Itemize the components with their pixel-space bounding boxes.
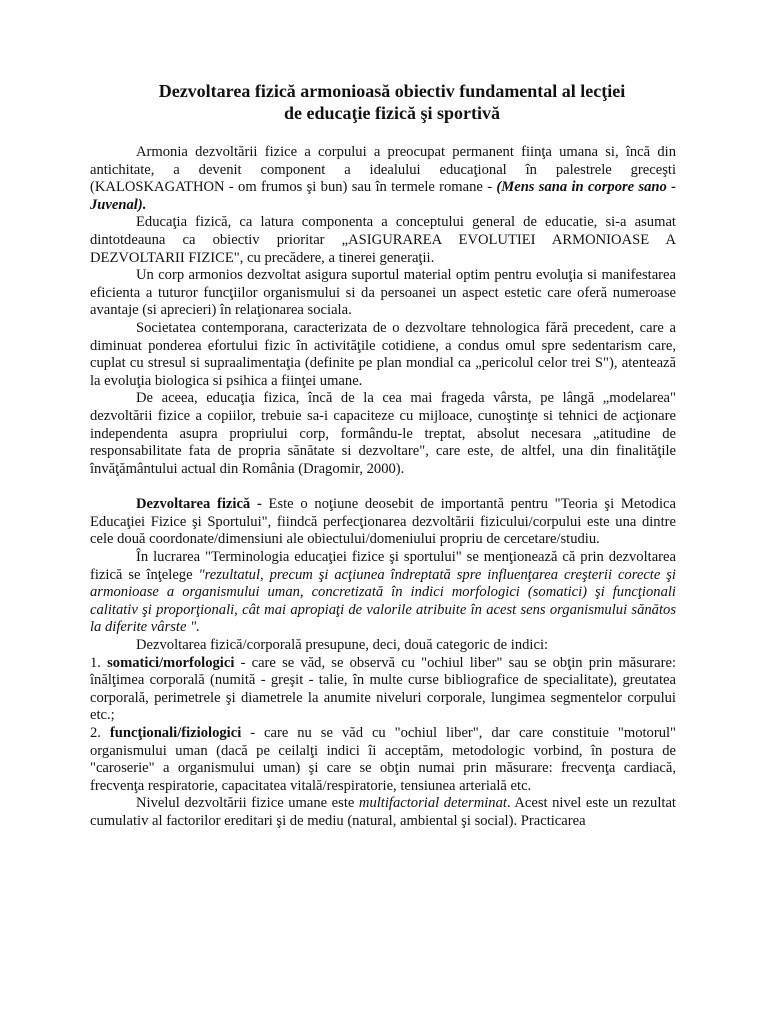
list-item-2 (90, 725, 676, 795)
paragraph-7-definition: "rezultatul, precum şi acţiunea îndreptată spre influenţarea creşterii corecte şi armonioase a organismului uman, concretizată în indici morfologici (somatici) şi funcţionali calitativ şi proporţionali, cât mai apropiaţi de valorile atribuite în acest sens organismului sănătos la diferite vârste ". (90, 566, 676, 636)
paragraph-11 (90, 795, 676, 830)
paragraph-6-text: Este o noţiune deosebit de importantă pentru "Teoria şi Metodica Educaţiei Fizice şi Sportului", fiindcă perfecţionarea dezvoltării fizicului/corpului este una dintre cele două coordonate/dimensiuni ale obiectului/domeniului propriu de cercetare/studiu. (90, 496, 676, 548)
paragraph-7-text: În lucrarea "Terminologia educaţiei fizice şi sportului" se menţionează că prin dezvoltarea fizică se înţelege (90, 549, 676, 583)
paragraph-7 (90, 549, 676, 637)
paragraph-8: Dezvoltarea fizică/corporală presupune, deci, două categoric de indici: (136, 637, 549, 654)
paragraph-3: Un corp armonios dezvoltat asigura suportul material optim pentru evoluţia si manifestarea eficienta a tuturor funcţiilor organismului si da persoanei un aspect estetic care oferă numeroase avantaje (si aprecieri) în relaţionarea sociala. (90, 267, 676, 319)
paragraph-1-quote: (Mens sana in corpore sano - Juvenal). (90, 179, 676, 213)
document-page (90, 80, 676, 831)
paragraph-6 (90, 496, 676, 549)
list-item-2-term: funcţionali/fiziologici (109, 725, 242, 741)
title-line-1: Dezvoltarea fizică armonioasă obiectiv fundamental al lecţiei (158, 81, 626, 101)
list-item-1-term: somatici/morfologici (107, 654, 235, 671)
paragraph-1-text: Armonia dezvoltării fizice a corpului a preocupat permanent fiinţa umana si, încă din antichitate, a devenit component a idealului educaţional în palestrele greceşti (KALOSKAGATHON - om frumos şi bun) sau în termele romane - (90, 144, 676, 196)
title-line-2: de educaţie fizică şi sportivă (284, 103, 500, 123)
list-item-1-number: 1. (90, 654, 108, 671)
list-item-2-number: 2. (90, 725, 110, 741)
paragraph-6-term: Dezvoltarea fizică - (136, 496, 262, 513)
paragraph-11-text-end: . Acest nivel este un rezultat cumulativ al factorilor ereditari şi de mediu (natural, ambiental şi social). Practicarea (90, 795, 676, 829)
document-title (90, 80, 676, 124)
paragraph-5: De aceea, educaţia fizica, încă de la cea mai frageda vârsta, pe lângă „modelarea" dezvoltării fizice a copiilor, trebuie sa-i capaciteze cu mijloace, cunoştinţe si tehnici de acţionare independenta asupra propriului corp, formându-le treptat, absolut necesara „atitudine de responsabilitate fata de propria sănătate si dezvoltare", care este, de altfel, una din finalităţile învăţământului actual din România (Dragomir, 2000). (90, 390, 676, 477)
paragraph-4: Societatea contemporana, caracterizata de o dezvoltare tehnologica fără precedent, care a diminuat ponderea efortului fizic în activităţile cotidiene, a condus omul spre sedentarism care, cuplat cu stresul si supraalimentaţia (definite pe plan mondial ca „pericolul celor trei S"), atentează la evoluţia biologica si psihica a fiinţei umane. (90, 319, 676, 389)
list-item-1-text: - care se văd, se observă cu "ochiul liber" sau se obţin prin măsurare: înălţimea corporală (numită - greşit - talie, în multe curse bibliografice de specialitate), greutatea corporală, perimetrele şi diametrele la anumite niveluri corporale, lungimea segmentelor corpului etc.; (90, 654, 676, 724)
list-item-2-text: - care nu se văd cu "ochiul liber", dar care constituie "motorul" organismului uman (dacă pe ceilalţi indici îi acceptăm, metodologic vorbind, în postura de "caroserie" a organismului uman) şi care se obţin numai prin măsurare: frecvenţa cardiacă, frecvenţa respiratorie, capacitatea vitală/respiratorie, tensiunea arterială etc. (90, 725, 677, 794)
paragraph-gap (90, 478, 676, 496)
list-item-1 (90, 655, 676, 725)
paragraph-11-emphasis: multifactorial determinat (358, 795, 507, 812)
paragraph-11-text-start: Nivelul dezvoltării fizice umane este (136, 795, 359, 812)
paragraph-1 (90, 144, 676, 214)
paragraph-2: Educaţia fizică, ca latura componenta a conceptului general de educatie, si-a asumat dintotdeauna ca obiectiv prioritar „ASIGURAREA EVOLUTIEI ARMONIOASE A DEZVOLTARII FIZICE", cu precădere, a tinerei generaţii. (90, 214, 676, 266)
